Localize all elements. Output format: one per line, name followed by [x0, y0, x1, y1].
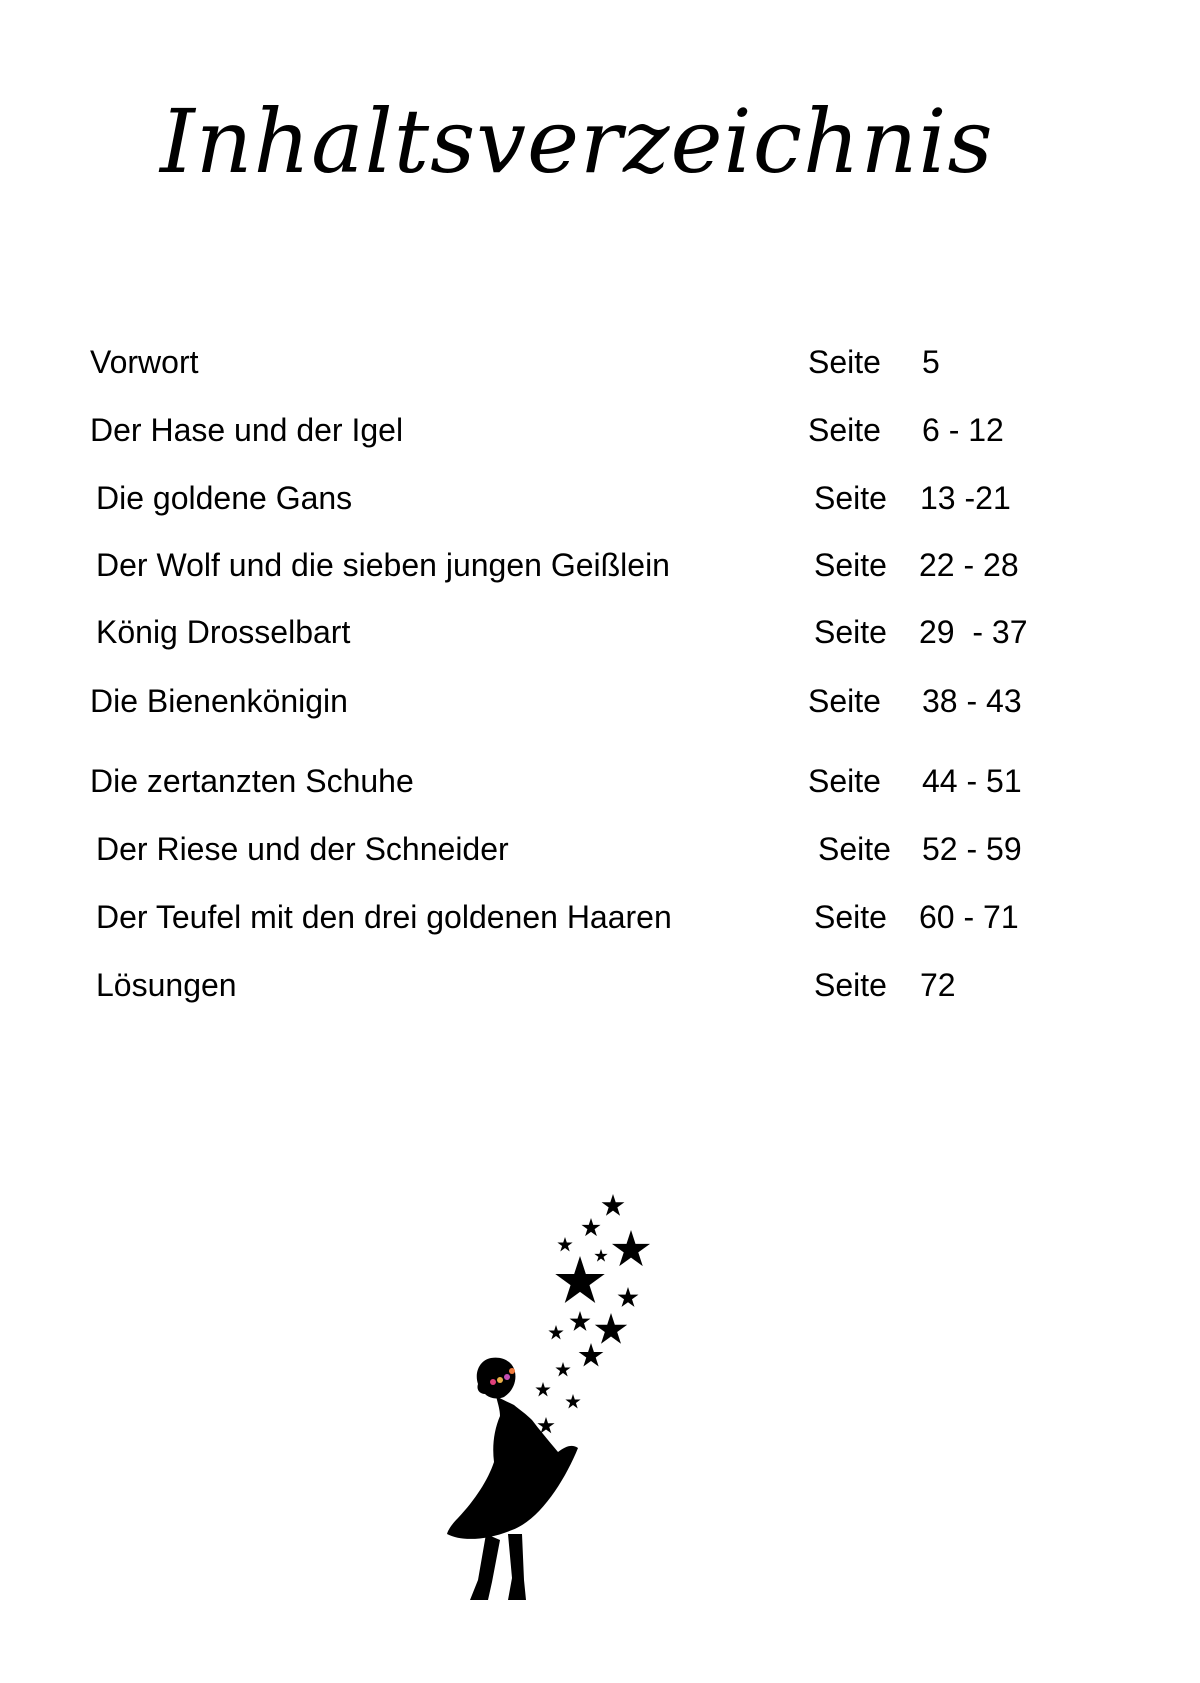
star-icon	[570, 1311, 591, 1331]
star-icon	[612, 1230, 650, 1266]
girl-silhouette	[447, 1358, 578, 1600]
star-icon	[548, 1325, 563, 1339]
toc-entry-label: Seite	[808, 763, 881, 799]
toc-entry-title: König Drosselbart	[96, 614, 351, 650]
toc-entry-pages: 52 - 59	[922, 831, 1022, 867]
toc-entry	[0, 963, 1200, 1007]
toc-entry-label: Seite	[814, 899, 887, 935]
toc-entry-label: Seite	[818, 831, 891, 867]
toc-entry-title: Die zertanzten Schuhe	[90, 763, 414, 799]
star-icon	[618, 1287, 639, 1307]
star-icon	[535, 1382, 550, 1396]
toc-entry-pages: 38 - 43	[922, 683, 1022, 719]
toc-entry-pages: 13 -21	[920, 480, 1011, 516]
page-title: Inhaltsverzeichnis	[160, 90, 994, 193]
toc-entry	[0, 759, 1200, 803]
toc-entry-label: Seite	[814, 547, 887, 583]
toc-entry-title: Die Bienenkönigin	[90, 683, 348, 719]
star-icon	[555, 1362, 570, 1376]
toc-entry-title: Der Teufel mit den drei goldenen Haaren	[96, 899, 672, 935]
toc-entry-pages: 60 - 71	[919, 899, 1019, 935]
toc-entry-title: Vorwort	[90, 344, 199, 380]
toc-entry	[0, 340, 1200, 384]
toc-entry	[0, 610, 1200, 654]
toc-entry	[0, 408, 1200, 452]
star-icon	[565, 1394, 580, 1408]
toc-entry-label: Seite	[814, 480, 887, 516]
toc-entry-pages: 29 - 37	[919, 614, 1028, 650]
stars-group	[535, 1194, 650, 1433]
star-icon	[602, 1194, 625, 1216]
toc-entry-title: Lösungen	[96, 967, 237, 1003]
toc-entry-label: Seite	[808, 412, 881, 448]
toc-entry-title: Die goldene Gans	[96, 480, 353, 516]
girl-silhouette-with-stars-icon	[430, 1185, 680, 1605]
toc-entry	[0, 679, 1200, 723]
toc-entry	[0, 895, 1200, 939]
toc-entry-title: Der Riese und der Schneider	[96, 831, 509, 867]
toc-entry-pages: 5	[922, 344, 940, 380]
toc-entry-label: Seite	[814, 614, 887, 650]
star-icon	[579, 1343, 604, 1367]
toc-entry-label: Seite	[814, 967, 887, 1003]
star-icon	[594, 1249, 607, 1262]
toc-entry	[0, 543, 1200, 587]
toc-entry-pages: 22 - 28	[919, 547, 1019, 583]
star-icon	[581, 1218, 600, 1236]
toc-entry	[0, 827, 1200, 871]
toc-entry-pages: 6 - 12	[922, 412, 1004, 448]
toc-entry-label: Seite	[808, 344, 881, 380]
toc-entry	[0, 476, 1200, 520]
toc-entry-title: Der Wolf und die sieben jungen Geißlein	[96, 547, 670, 583]
star-icon	[555, 1256, 604, 1303]
toc-entry-pages: 72	[920, 967, 956, 1003]
toc-entry-pages: 44 - 51	[922, 763, 1022, 799]
toc-entry-label: Seite	[808, 683, 881, 719]
star-icon	[557, 1237, 572, 1251]
star-icon	[595, 1313, 627, 1344]
toc-entry-title: Der Hase und der Igel	[90, 412, 404, 448]
